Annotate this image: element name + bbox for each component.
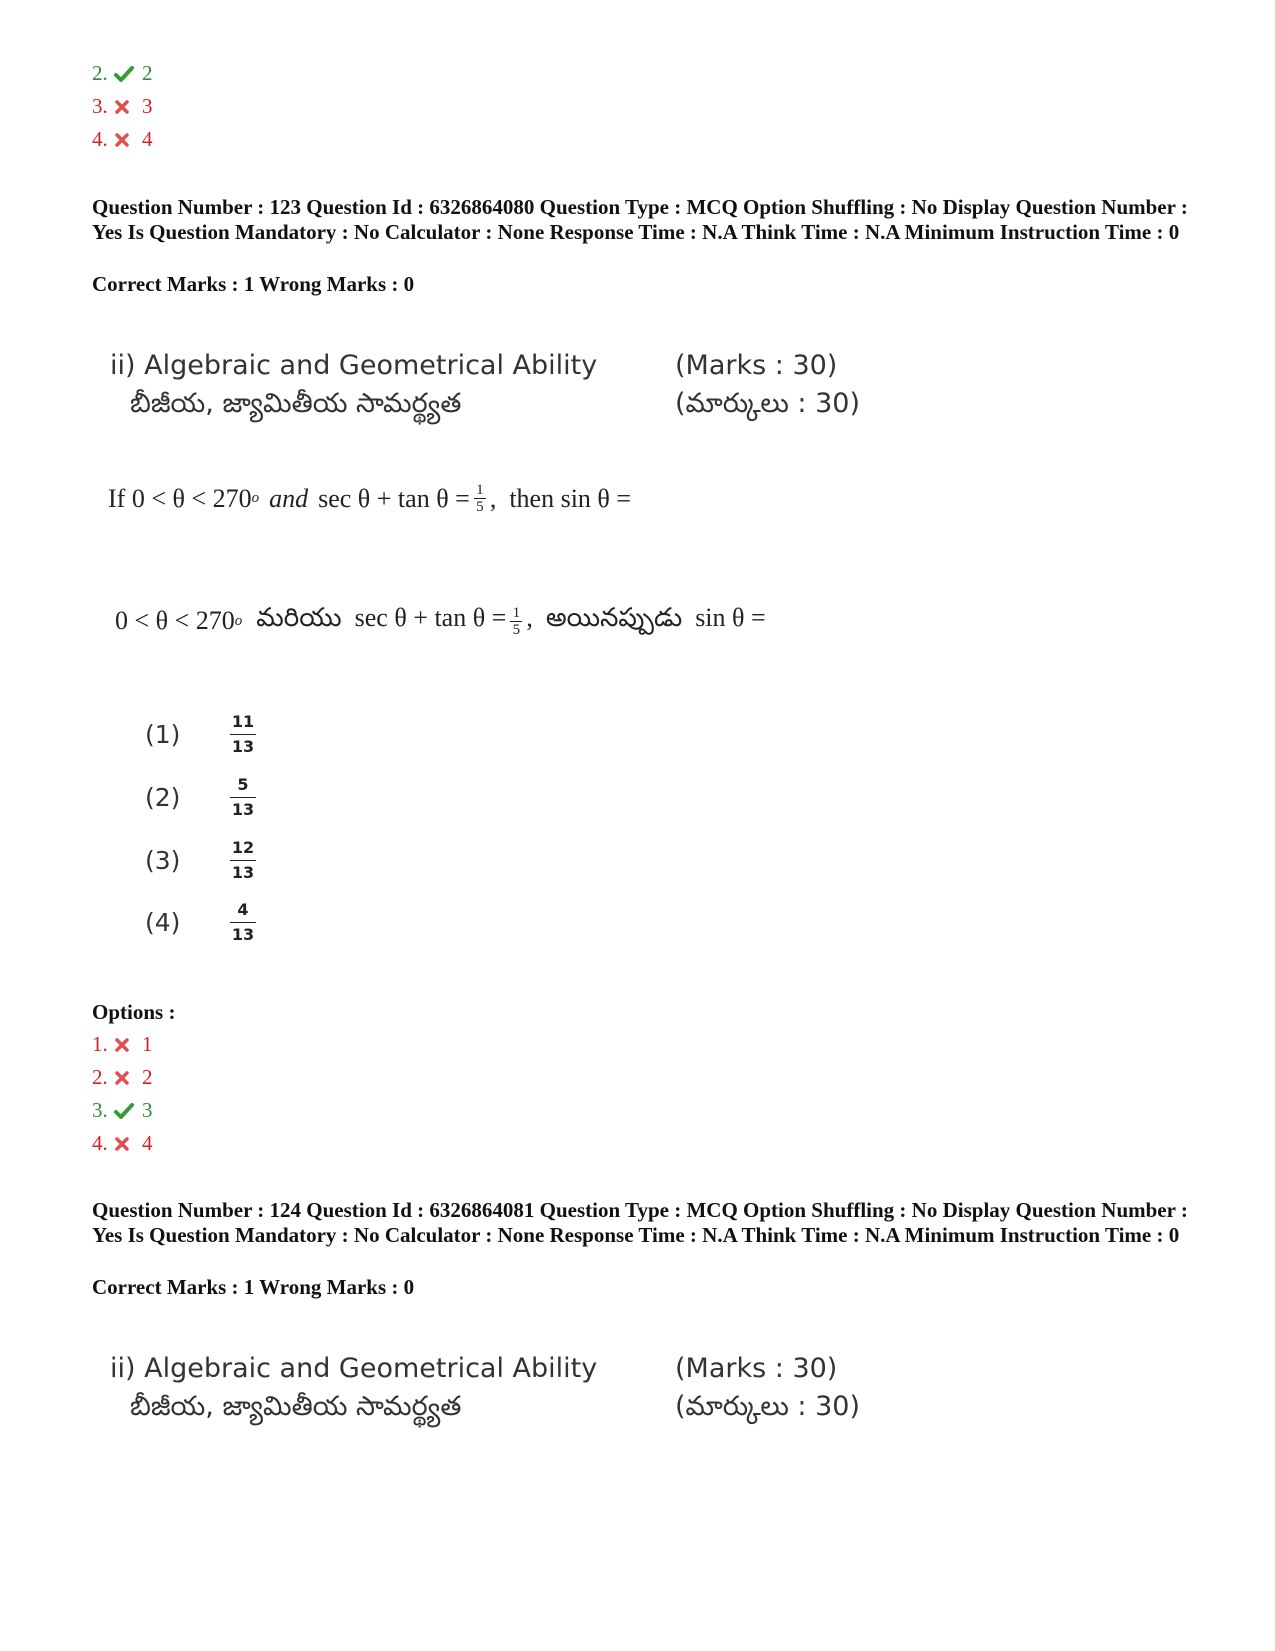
choice-label: (4) bbox=[145, 908, 181, 937]
option-number: 4. bbox=[92, 127, 108, 151]
fraction-denominator: 13 bbox=[231, 800, 255, 819]
cross-icon bbox=[114, 1136, 142, 1152]
check-icon bbox=[114, 1102, 142, 1120]
option-value: 3 bbox=[142, 94, 153, 118]
section-title-en: ii) Algebraic and Geometrical Ability bbox=[110, 1353, 598, 1384]
cross-icon bbox=[114, 1037, 142, 1053]
fraction bbox=[474, 482, 486, 515]
option-item bbox=[92, 1061, 153, 1094]
option-value: 2 bbox=[142, 61, 153, 85]
fraction-denominator: 13 bbox=[231, 737, 255, 756]
fraction-numerator: 1 bbox=[512, 604, 521, 621]
section-marks-te: (మార్కులు : 30) bbox=[675, 1391, 860, 1422]
question-en-and: and bbox=[269, 483, 309, 513]
answer-choice bbox=[145, 713, 256, 756]
question-123-section-header bbox=[110, 350, 930, 430]
answer-choice bbox=[145, 901, 256, 944]
cross-icon bbox=[114, 1070, 142, 1086]
previous-options-list bbox=[92, 57, 153, 156]
choice-fraction bbox=[230, 901, 256, 944]
choice-fraction bbox=[230, 839, 256, 882]
fraction-numerator: 12 bbox=[231, 838, 255, 857]
question-en-expression: sec θ + tan θ = bbox=[318, 483, 470, 513]
section-marks-en: (Marks : 30) bbox=[675, 1353, 838, 1384]
question-123-text-te bbox=[115, 603, 766, 639]
question-te-prefix: 0 < θ < 270 bbox=[115, 606, 235, 635]
degree-symbol: o bbox=[234, 612, 243, 629]
choice-label: (1) bbox=[145, 720, 181, 749]
fraction-numerator: 11 bbox=[231, 712, 255, 731]
option-number: 4. bbox=[92, 1131, 108, 1155]
fraction-denominator: 13 bbox=[231, 863, 255, 882]
option-value: 1 bbox=[142, 1032, 153, 1056]
section-title-te: బీజీయ, జ్యామితీయ సామర్థ్యత bbox=[130, 388, 462, 419]
question-en-suffix: , then sin θ = bbox=[489, 483, 632, 513]
cross-icon bbox=[114, 132, 142, 148]
section-marks-en: (Marks : 30) bbox=[675, 350, 838, 381]
choice-fraction bbox=[230, 776, 256, 819]
option-number: 3. bbox=[92, 1098, 108, 1122]
choice-label: (2) bbox=[145, 783, 181, 812]
section-title-te: బీజీయ, జ్యామితీయ సామర్థ్యత bbox=[130, 1391, 462, 1422]
fraction-denominator: 13 bbox=[231, 925, 255, 944]
check-icon bbox=[114, 65, 142, 83]
question-123-meta: Question Number : 123 Question Id : 6326864080 Question Type : MCQ Option Shuffling : No Display Question Number : Yes Is Question Mandatory : No Calculator : None Response Time : N.A Think Time : N.A Minimum Instruction Time : 0 bbox=[92, 195, 1188, 244]
option-number: 2. bbox=[92, 1065, 108, 1089]
option-number: 2. bbox=[92, 61, 108, 85]
option-item bbox=[92, 1028, 153, 1061]
option-number: 3. bbox=[92, 94, 108, 118]
question-123-marks: Correct Marks : 1 Wrong Marks : 0 bbox=[92, 272, 415, 296]
option-item bbox=[92, 123, 153, 156]
options-heading: Options : bbox=[92, 1000, 176, 1024]
degree-symbol: o bbox=[251, 490, 260, 506]
cross-icon bbox=[114, 99, 142, 115]
option-value: 4 bbox=[142, 127, 153, 151]
question-124-meta: Question Number : 124 Question Id : 6326864081 Question Type : MCQ Option Shuffling : No Display Question Number : Yes Is Question Mandatory : No Calculator : None Response Time : N.A Think Time : N.A Minimum Instruction Time : 0 bbox=[92, 1198, 1188, 1247]
answer-choice bbox=[145, 839, 256, 882]
fraction-numerator: 5 bbox=[237, 775, 249, 794]
fraction-numerator: 1 bbox=[476, 482, 484, 498]
option-value: 4 bbox=[142, 1131, 153, 1155]
fraction-denominator: 5 bbox=[512, 621, 521, 638]
question-124-marks: Correct Marks : 1 Wrong Marks : 0 bbox=[92, 1275, 415, 1299]
option-item bbox=[92, 1094, 153, 1127]
option-value: 3 bbox=[142, 1098, 153, 1122]
option-item bbox=[92, 1127, 153, 1160]
option-item bbox=[92, 57, 153, 90]
fraction-denominator: 5 bbox=[476, 499, 484, 515]
question-en-prefix: If 0 < θ < 270 bbox=[108, 483, 252, 513]
choice-label: (3) bbox=[145, 846, 181, 875]
question-123-options-list bbox=[92, 1028, 153, 1160]
question-124-section-header bbox=[110, 1353, 930, 1433]
section-marks-te: (మార్కులు : 30) bbox=[675, 388, 860, 419]
question-te-suffix: , అయినప్పుడు sin θ = bbox=[526, 603, 766, 632]
answer-choice bbox=[145, 776, 256, 819]
section-title-en: ii) Algebraic and Geometrical Ability bbox=[110, 350, 598, 381]
option-value: 2 bbox=[142, 1065, 153, 1089]
option-item bbox=[92, 90, 153, 123]
fraction bbox=[510, 605, 522, 638]
fraction-numerator: 4 bbox=[237, 900, 249, 919]
option-number: 1. bbox=[92, 1032, 108, 1056]
question-123-text-en bbox=[108, 482, 631, 515]
question-te-mid: మరియు sec θ + tan θ = bbox=[256, 603, 507, 632]
choice-fraction bbox=[230, 713, 256, 756]
